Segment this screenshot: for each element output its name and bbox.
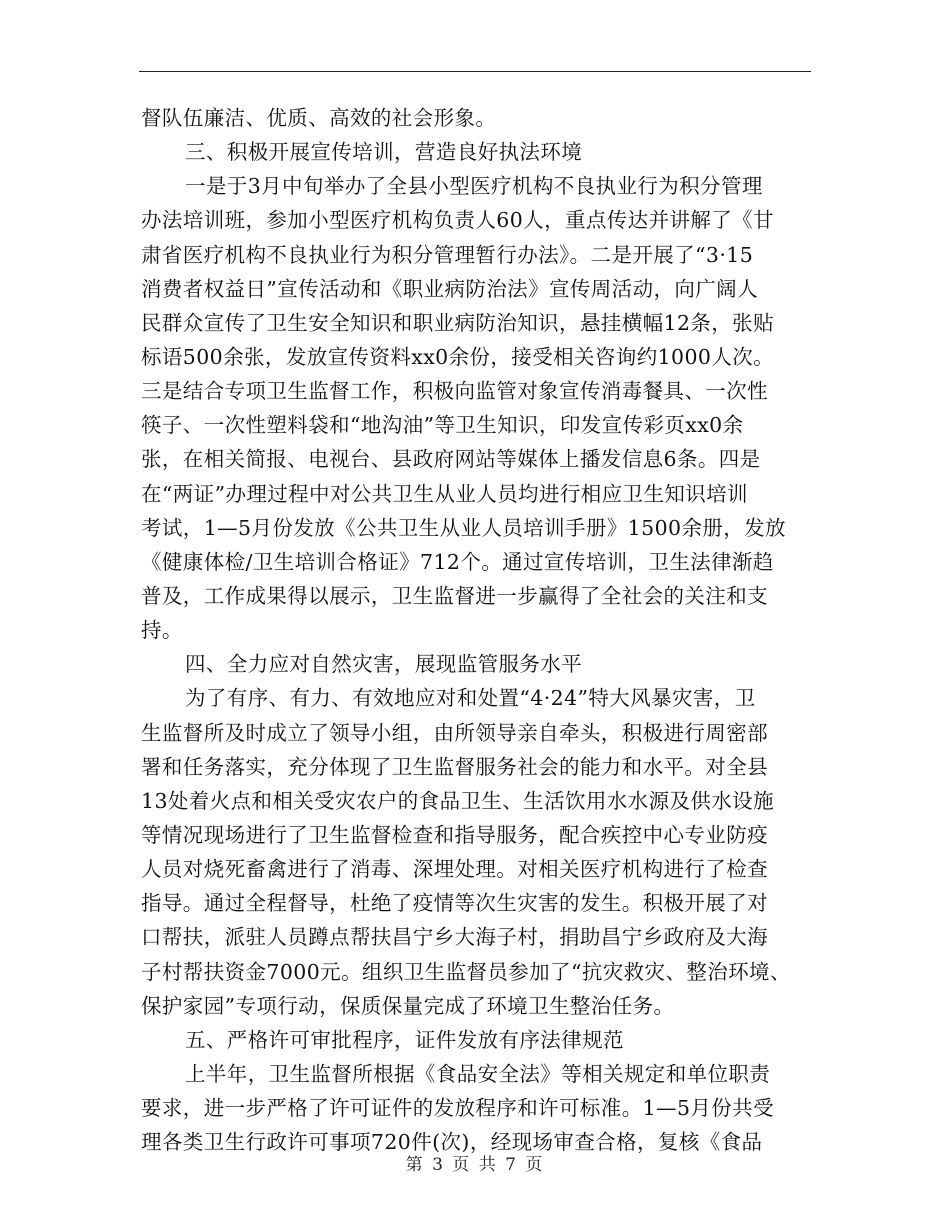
text-line: 《健康体检/卫生培训合格证》712个。通过宣传培训，卫生法律渐趋	[141, 549, 774, 574]
text-line: 五、严格许可审批程序，证件发放有序法律规范	[185, 1027, 624, 1052]
text-line: 为了有序、有力、有效地应对和处置“4·24”特大风暴灾害，卫	[185, 686, 756, 711]
text-line: 普及，工作成果得以展示，卫生监督进一步赢得了全社会的关注和支	[141, 583, 768, 608]
text-line: 一是于3月中旬举办了全县小型医疗机构不良执业行为积分管理	[185, 174, 763, 199]
text-line: 持。	[141, 618, 183, 643]
text-line: 督队伍廉洁、优质、高效的社会形象。	[141, 106, 497, 130]
text-line: 三、积极开展宣传培训，营造良好执法环境	[185, 140, 583, 165]
text-line: 四、全力应对自然灾害，展现监管服务水平	[185, 652, 583, 677]
text-line: 生监督所及时成立了领导小组，由所领导亲自牵头，积极进行周密部	[141, 720, 768, 745]
text-line: 署和任务落实，充分体现了卫生监督服务社会的能力和水平。对全县	[141, 754, 768, 779]
header-rule	[139, 71, 811, 72]
text-line: 口帮扶，派驻人员蹲点帮扶昌宁乡大海子村，捐助昌宁乡政府及大海	[141, 925, 768, 950]
text-line: 民群众宣传了卫生安全知识和职业病防治知识，悬挂横幅12条，张贴	[141, 310, 774, 335]
text-line: 标语500余张，发放宣传资料xx0余份，接受相关咨询约1000人次。	[141, 344, 775, 369]
text-line: 等情况现场进行了卫生监督检查和指导服务，配合疾控中心专业防疫	[141, 822, 768, 847]
text-line: 肃省医疗机构不良执业行为积分管理暂行办法》。二是开展了“3·15	[141, 242, 754, 267]
text-line: 要求，进一步严格了许可证件的发放程序和许可标准。1—5月份共受	[141, 1096, 774, 1121]
text-line: 张，在相关简报、电视台、县政府网站等媒体上播发信息6条。四是	[141, 447, 761, 472]
text-line: 消费者权益日”宣传活动和《职业病防治法》宣传周活动，向广阔人	[141, 276, 758, 301]
text-line: 筷子、一次性塑料袋和“地沟油”等卫生知识，印发宣传彩页xx0余	[141, 413, 744, 438]
document-body	[141, 101, 813, 1159]
text-line: 在“两证”办理过程中对公共卫生从业人员均进行相应卫生知识培训	[141, 481, 748, 506]
text-line: 指导。通过全程督导，杜绝了疫情等次生灾害的发生。积极开展了对	[141, 891, 768, 916]
text-line: 13处着火点和相关受灾农户的食品卫生、生活饮用水水源及供水设施	[141, 788, 774, 813]
text-line: 办法培训班，参加小型医疗机构负责人60人，重点传达并讲解了《甘	[141, 208, 774, 233]
text-line: 理各类卫生行政许可事项720件(次)，经现场审查合格，复核《食品	[141, 1130, 763, 1155]
text-line: 子村帮扶资金7000元。组织卫生监督员参加了“抗灾救灾、整治环境、	[141, 959, 791, 984]
text-line: 上半年，卫生监督所根据《食品安全法》等相关规定和单位职责	[185, 1061, 771, 1086]
text-line: 人员对烧死畜禽进行了消毒、深埋处理。对相关医疗机构进行了检查	[141, 857, 768, 882]
text-line: 考试，1—5月份发放《公共卫生从业人员培训手册》1500余册，发放	[141, 515, 786, 540]
text-line: 三是结合专项卫生监督工作，积极向监管对象宣传消毒餐具、一次性	[141, 379, 768, 404]
text-line: 保护家园”专项行动，保质保量完成了环境卫生整治任务。	[141, 993, 675, 1018]
page-footer: 第 3 页 共 7 页	[405, 1155, 545, 1175]
